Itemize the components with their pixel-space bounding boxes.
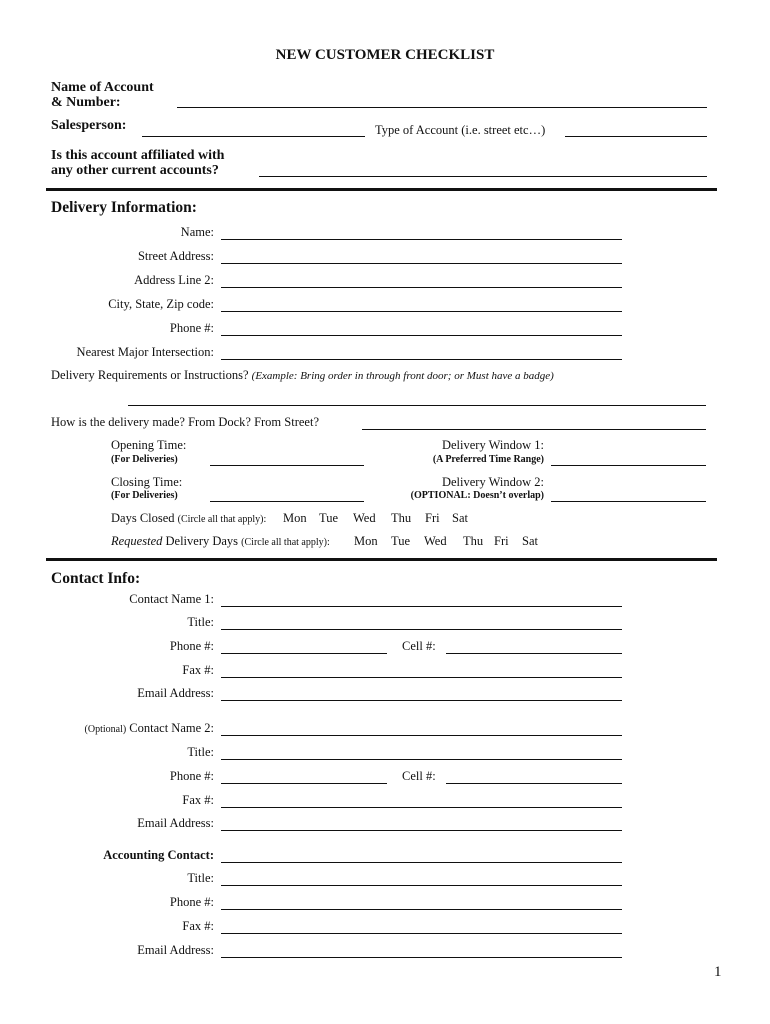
requested-mon[interactable]: Mon (354, 534, 378, 548)
requirements-field[interactable] (128, 405, 706, 406)
account-type-field[interactable] (565, 136, 707, 137)
contact1-cell-label: Cell #: (402, 639, 436, 653)
accounting-fax-field[interactable] (221, 933, 622, 934)
intersection-field[interactable] (221, 359, 622, 360)
accounting-title-field[interactable] (221, 885, 622, 886)
accounting-phone-field[interactable] (221, 909, 622, 910)
street-address-field[interactable] (221, 263, 622, 264)
delivery-name-field[interactable] (221, 239, 622, 240)
window2-note: (OPTIONAL: Doesn’t overlap) (410, 490, 544, 501)
affiliated-label-line1: Is this account affiliated with (51, 148, 225, 163)
window2-field[interactable] (551, 501, 706, 502)
accounting-phone-label: Phone #: (169, 895, 214, 909)
contact1-phone-field[interactable] (221, 653, 387, 654)
contact1-fax-label: Fax #: (182, 663, 214, 677)
days-closed-wed[interactable]: Wed (353, 511, 376, 525)
contact1-email-label: Email Address: (137, 686, 214, 700)
days-closed-row (111, 511, 266, 526)
accounting-title-label: Title: (187, 871, 214, 885)
contact2-cell-field[interactable] (446, 783, 622, 784)
city-state-zip-field[interactable] (221, 311, 622, 312)
contact-heading: Contact Info: (51, 570, 141, 587)
requirements-question: Delivery Requirements or Instructions? (51, 368, 249, 382)
account-field[interactable] (177, 107, 707, 108)
contact1-cell-field[interactable] (446, 653, 622, 654)
window2-label: Delivery Window 2: (441, 475, 544, 489)
opening-time-label: Opening Time: (111, 438, 187, 452)
requested-wed[interactable]: Wed (424, 534, 447, 548)
delivery-name-label: Name: (180, 225, 214, 239)
accounting-contact-label: Accounting Contact: (103, 848, 214, 862)
address-line2-field[interactable] (221, 287, 622, 288)
page-number: 1 (714, 964, 722, 980)
requirements-label (51, 368, 554, 383)
accounting-email-label: Email Address: (137, 943, 214, 957)
days-closed-thu[interactable]: Thu (391, 511, 412, 525)
delivery-method-label: How is the delivery made? From Dock? From Street? (51, 415, 319, 429)
requested-sat[interactable]: Sat (522, 534, 538, 548)
accounting-contact-field[interactable] (221, 862, 622, 863)
street-address-label: Street Address: (137, 249, 214, 263)
requested-fri[interactable]: Fri (494, 534, 509, 548)
accounting-email-field[interactable] (221, 957, 622, 958)
contact2-name-label: Contact Name 2: (129, 721, 214, 735)
contact2-email-field[interactable] (221, 830, 622, 831)
contact1-fax-field[interactable] (221, 677, 622, 678)
days-closed-mon[interactable]: Mon (283, 511, 307, 525)
contact2-name-field[interactable] (221, 735, 622, 736)
days-closed-note: (Circle all that apply): (177, 514, 267, 525)
city-state-zip-label: City, State, Zip code: (108, 297, 214, 311)
closing-time-field[interactable] (210, 501, 364, 502)
salesperson-field[interactable] (142, 136, 365, 137)
contact1-name-label: Contact Name 1: (129, 592, 214, 606)
contact1-phone-label: Phone #: (169, 639, 214, 653)
contact2-cell-label: Cell #: (402, 769, 436, 783)
salesperson-label: Salesperson: (51, 118, 127, 133)
account-type-label: Type of Account (i.e. street etc…) (375, 123, 546, 137)
contact1-title-field[interactable] (221, 629, 622, 630)
affiliated-field[interactable] (259, 176, 707, 177)
contact2-phone-field[interactable] (221, 783, 387, 784)
contact2-title-label: Title: (187, 745, 214, 759)
requested-days-label: Delivery Days (162, 534, 239, 548)
contact1-name-field[interactable] (221, 606, 622, 607)
window1-field[interactable] (551, 465, 706, 466)
accounting-fax-label: Fax #: (182, 919, 214, 933)
contact2-name-row (14, 721, 214, 736)
closing-time-note: (For Deliveries) (111, 490, 178, 501)
window1-label: Delivery Window 1: (441, 438, 544, 452)
page-title: NEW CUSTOMER CHECKLIST (275, 47, 495, 63)
contact2-email-label: Email Address: (137, 816, 214, 830)
opening-time-note: (For Deliveries) (111, 454, 178, 465)
address-line2-label: Address Line 2: (134, 273, 214, 287)
intersection-label: Nearest Major Intersection: (76, 345, 214, 359)
contact1-title-label: Title: (187, 615, 214, 629)
delivery-phone-label: Phone #: (169, 321, 214, 335)
requested-thu[interactable]: Thu (463, 534, 484, 548)
closing-time-label: Closing Time: (111, 475, 183, 489)
contact2-fax-field[interactable] (221, 807, 622, 808)
contact2-title-field[interactable] (221, 759, 622, 760)
account-label-line1: Name of Account (51, 80, 154, 95)
contact1-email-field[interactable] (221, 700, 622, 701)
requested-days-note: (Circle all that apply): (241, 537, 330, 548)
delivery-heading: Delivery Information: (51, 199, 197, 216)
contact2-optional-note: (Optional) (84, 724, 127, 735)
delivery-method-field[interactable] (362, 429, 706, 430)
requested-word: Requested (111, 534, 163, 548)
affiliated-label-line2: any other current accounts? (51, 163, 219, 178)
contact2-phone-label: Phone #: (169, 769, 214, 783)
account-label-line2: & Number: (51, 95, 121, 110)
requested-tue[interactable]: Tue (391, 534, 410, 548)
section-divider (46, 558, 717, 561)
section-divider (46, 188, 717, 191)
requirements-example: (Example: Bring order in through front door; or Must have a badge) (251, 370, 554, 382)
requested-days-row (111, 534, 330, 549)
window1-note: (A Preferred Time Range) (432, 454, 544, 465)
days-closed-sat[interactable]: Sat (452, 511, 468, 525)
opening-time-field[interactable] (210, 465, 364, 466)
days-closed-fri[interactable]: Fri (425, 511, 440, 525)
contact2-fax-label: Fax #: (182, 793, 214, 807)
days-closed-tue[interactable]: Tue (319, 511, 338, 525)
delivery-phone-field[interactable] (221, 335, 622, 336)
days-closed-label: Days Closed (111, 511, 175, 525)
